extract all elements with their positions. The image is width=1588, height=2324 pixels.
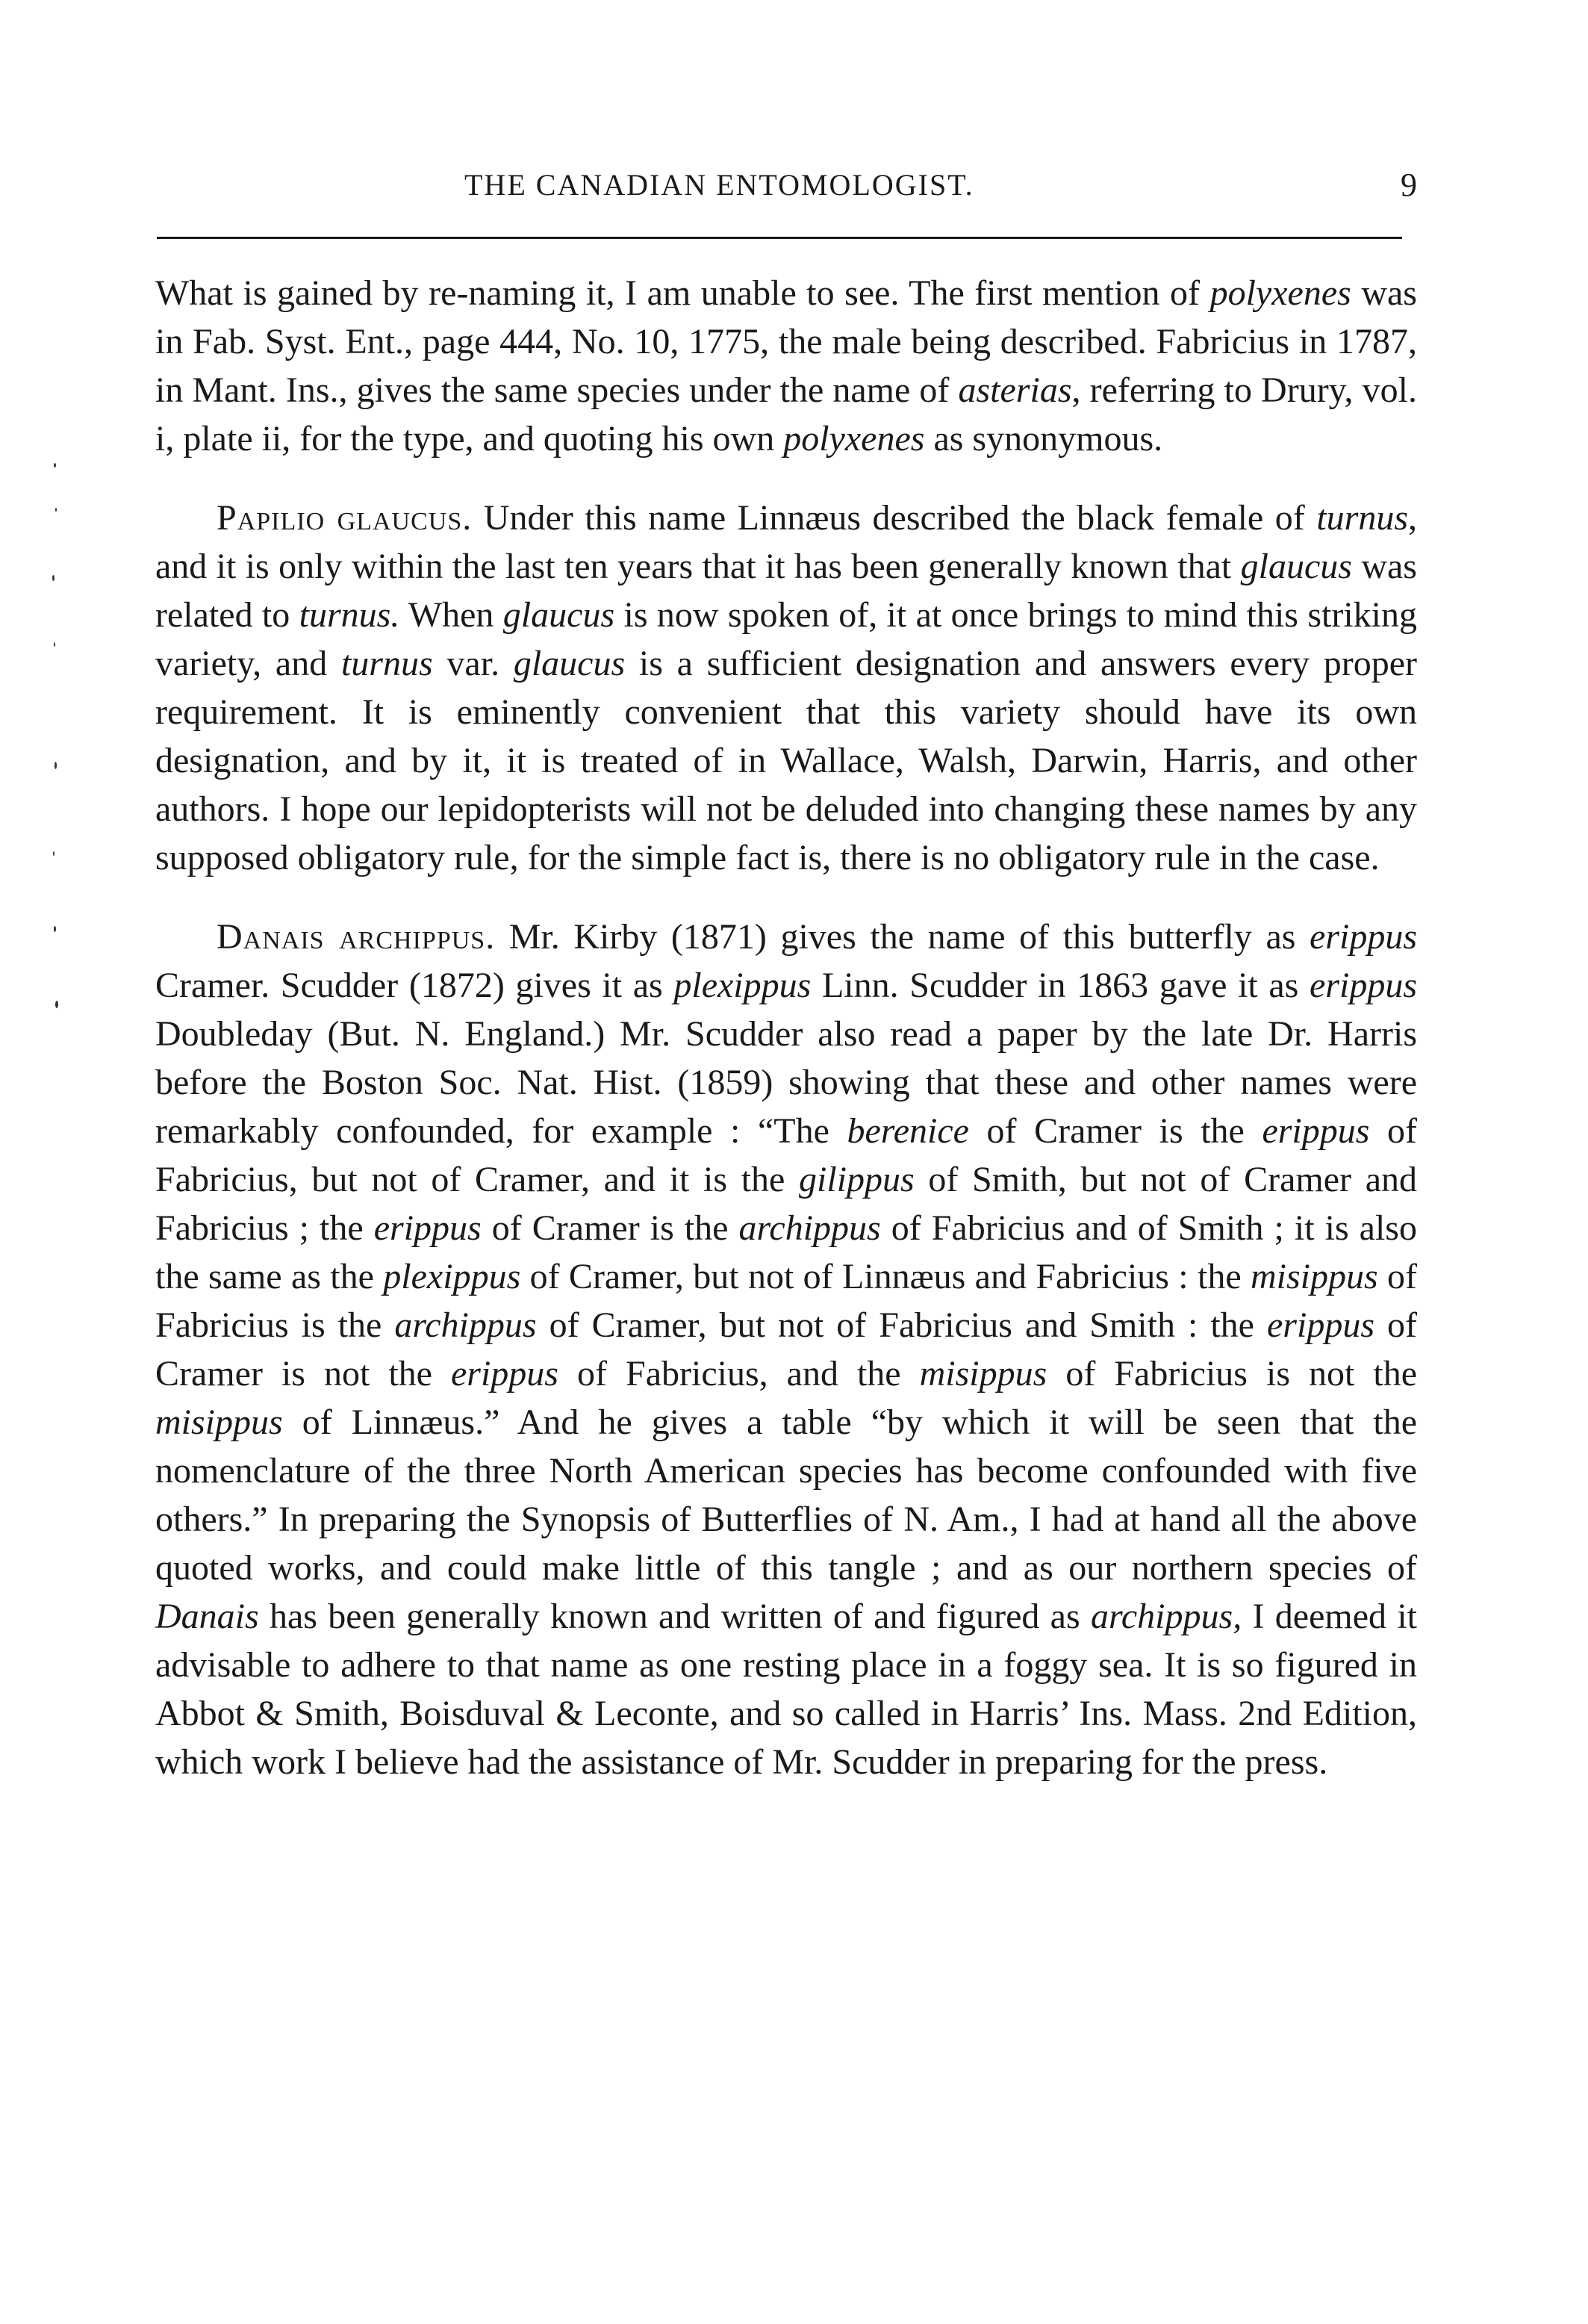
section-heading: Papilio glaucus.: [217, 498, 473, 538]
species-name: erippus: [450, 1354, 558, 1394]
species-name: asterias: [958, 370, 1072, 410]
text-run: has been generally known and written of and figured as: [258, 1597, 1091, 1636]
text-run: Under this name Linnæus described the black female of: [472, 498, 1317, 538]
text-run: of Cramer is the: [968, 1111, 1262, 1151]
page-number: 9: [1401, 167, 1417, 203]
species-name: berenice: [847, 1111, 969, 1151]
species-name: erippus: [1262, 1111, 1370, 1151]
text-run: of Fabricius, but not of Cramer, and it is the: [155, 1111, 1418, 1199]
text-run: of Linnæus.” And he gives a table “by which it will be seen that the nomenclature of the three North American species has become confounded with five others.” In preparing the Synopsis of Butterflies of N. Am., I had at hand all the above quoted works, and could make little of this tangle ; and as our northern species of: [155, 1402, 1417, 1588]
species-name: archippus,: [1090, 1597, 1242, 1636]
text-run: of Fabricius is the: [155, 1257, 1418, 1345]
paragraph-papilio-glaucus: [155, 494, 1417, 882]
text-run: of Cramer is not the: [155, 1305, 1417, 1394]
genus-name: Danais: [155, 1597, 259, 1636]
running-title: THE CANADIAN ENTOMOLOGIST.: [464, 168, 974, 202]
species-name: misippus: [919, 1354, 1047, 1394]
scan-speck: [54, 463, 56, 467]
text-run: When: [399, 595, 503, 635]
text-run: is now spoken of, it at once brings to mind this striking variety, and: [155, 595, 1418, 683]
species-name: polyxenes: [1209, 273, 1351, 313]
section-heading: Danais archippus.: [217, 917, 496, 957]
page-header: [155, 163, 1417, 208]
scan-speck: [55, 762, 57, 769]
scan-speck: [54, 642, 55, 647]
text-run: was related to: [155, 547, 1417, 635]
species-name: erippus: [373, 1208, 482, 1248]
species-name: misippus: [1250, 1257, 1378, 1296]
text-run: of Cramer, but not of Linnæus and Fabricius : the: [520, 1257, 1251, 1296]
text-run: of Smith, but not of Cramer and Fabricius ; the: [155, 1160, 1418, 1248]
species-name: erippus: [1310, 966, 1417, 1005]
species-name: turnus: [1316, 498, 1409, 538]
text-run: I deemed it advisable to adhere to that name as one resting place in a foggy sea. It is so figured in Abbot & Smith, Boisduval & Leconte, and so called in Harris’ Ins. Mass. 2nd Edition, which work I believe had the assistance of Mr. Scudder in preparing for the press.: [155, 1597, 1417, 1782]
header-rule: [157, 237, 1402, 239]
text-run: , referring to Drury, vol. i, plate ii, for the type, and quoting his own: [155, 370, 1417, 459]
text-run: of Fabricius, and the: [558, 1354, 920, 1394]
text-run: of Fabricius is not the: [1047, 1354, 1418, 1394]
text-run: of Cramer is the: [481, 1208, 739, 1248]
document-page: [155, 0, 1417, 2324]
species-name: plexippus: [673, 966, 812, 1005]
species-name: archippus: [394, 1305, 537, 1345]
paragraph-polyxenes: [155, 269, 1417, 463]
species-name: erippus: [1267, 1305, 1374, 1345]
text-run: was in Fab. Syst. Ent., page 444, No. 10, 1775, the male being described. Fabricius in 1787, in Mant. Ins., gives the same species under the name of: [155, 273, 1417, 410]
text-run: What is gained by re-naming it, I am unable to see. The first mention of: [155, 273, 1210, 313]
species-name: misippus: [155, 1402, 283, 1442]
paragraph-danais-archippus: [155, 913, 1417, 1786]
species-name: glaucus: [513, 644, 626, 683]
text-run: of Cramer, but not of Fabricius and Smith : the: [536, 1305, 1267, 1345]
text-run: as synonymous.: [924, 419, 1163, 459]
species-name: turnus.: [299, 595, 400, 635]
text-run: Doubleday (But. N. England.) Mr. Scudder also read a paper by the late Dr. Harris before the Boston Soc. Nat. Hist. (1859) showing that these and other names were remarkably confounded, for example : “The: [155, 1014, 1417, 1151]
scan-speck: [52, 575, 55, 581]
text-run: of Fabricius and of Smith ; it is also the same as the: [155, 1208, 1417, 1296]
scan-speck: [53, 851, 55, 856]
species-name: gilippus: [799, 1160, 915, 1199]
text-run: Linn. Scudder in 1863 gave it as: [811, 966, 1310, 1005]
text-run: var.: [432, 644, 514, 683]
scan-speck: [55, 508, 57, 512]
text-run: Mr. Kirby (1871) gives the name of this butterfly as: [495, 917, 1310, 957]
text-run: , and it is only within the last ten years that it has been generally known that: [155, 498, 1418, 586]
species-name: erippus: [1310, 917, 1417, 957]
species-name: turnus: [340, 644, 433, 683]
body-text: [155, 269, 1417, 1817]
species-name: glaucus: [502, 595, 615, 635]
species-name: glaucus: [1240, 547, 1352, 586]
text-run: is a sufficient designation and answers every proper requirement. It is eminently convenient that this variety should have its own designation, and by it, it is treated of in Wallace, Walsh, Darwin, Harris, and other authors. I hope our lepidopterists will not be deluded into changing these names by any supposed obligatory rule, for the simple fact is, there is no obligatory rule in the case.: [155, 644, 1418, 877]
species-name: archippus: [738, 1208, 881, 1248]
scan-speck: [54, 926, 56, 932]
scan-artifacts: [46, 463, 69, 1075]
text-run: Cramer. Scudder (1872) gives it as: [155, 966, 674, 1005]
scan-speck: [55, 1001, 58, 1008]
species-name: plexippus: [383, 1257, 521, 1296]
species-name: polyxenes: [783, 419, 925, 459]
